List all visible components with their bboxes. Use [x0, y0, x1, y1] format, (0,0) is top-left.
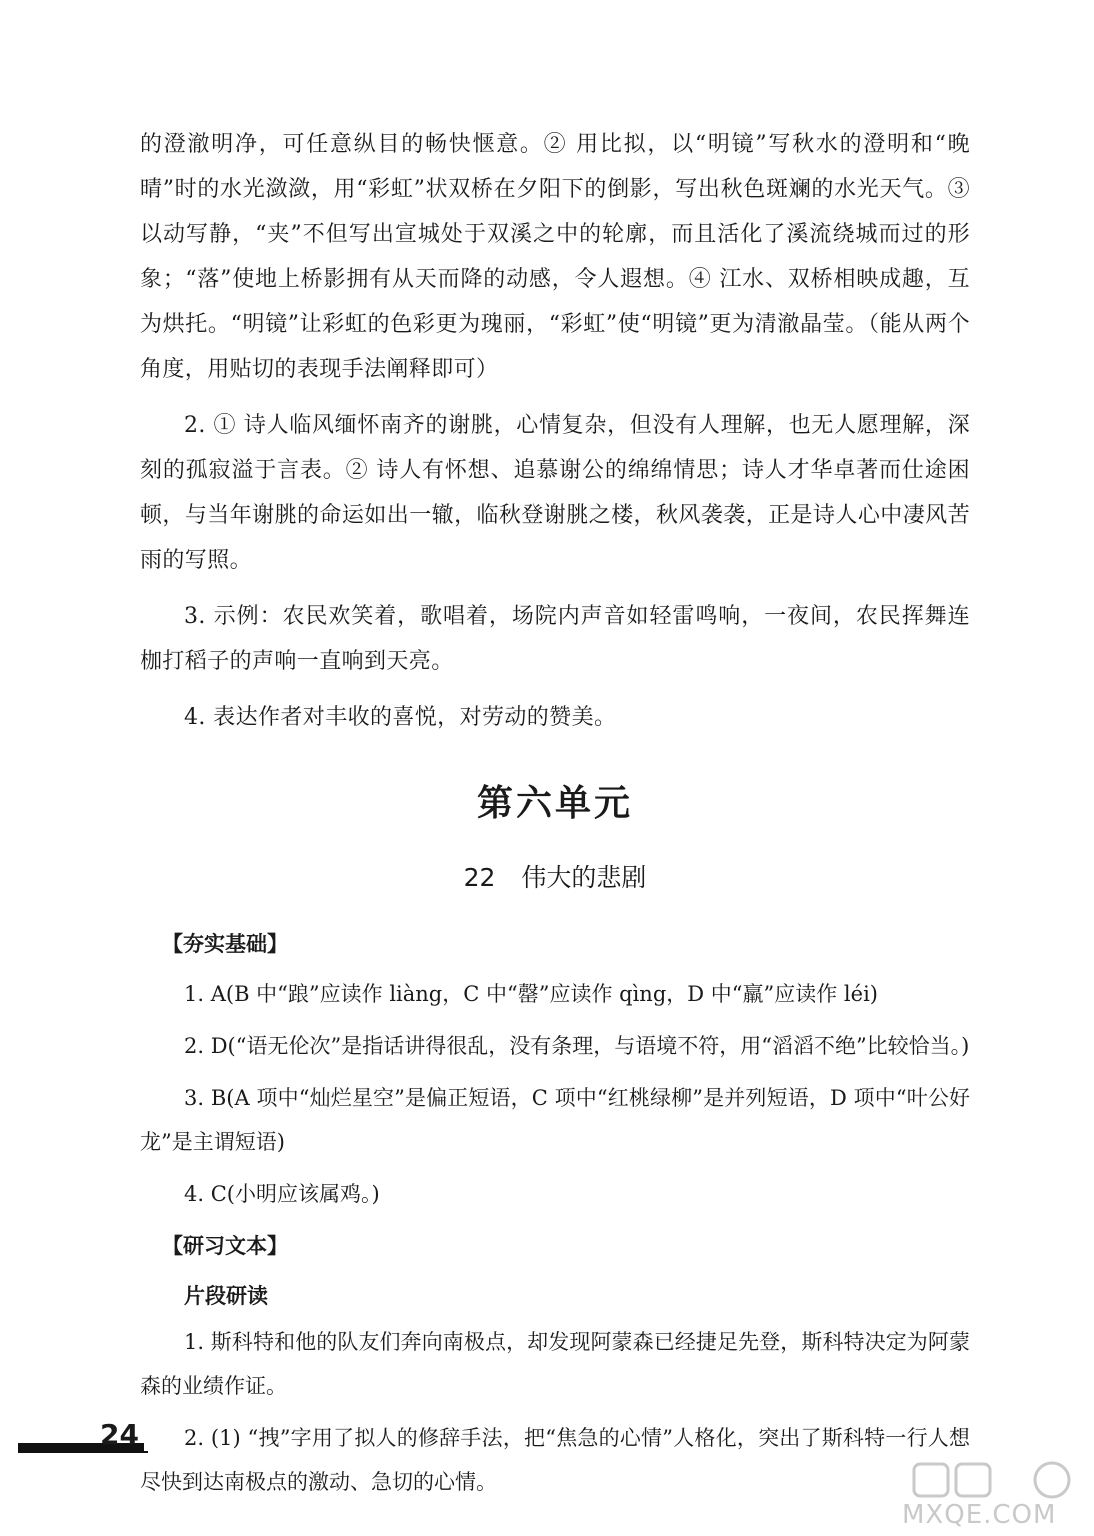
study-item-2: 2. (1) “拽”字用了拟人的修辞手法，把“焦急的心情”人格化，突出了斯科特一行人想尽快到达南极点的激动、急切的心情。	[140, 1426, 970, 1494]
watermark	[902, 1460, 1092, 1534]
section-heading-study: 【研习文本】	[162, 1234, 288, 1258]
page-content	[140, 122, 970, 1512]
lesson-name: 伟大的悲剧	[521, 863, 647, 892]
basics-item-3: 3. B(A 项中“灿烂星空”是偏正短语，C 项中“红桃绿柳”是并列短语，D 项中“叶公好龙”是主谓短语)	[140, 1086, 970, 1154]
section-heading-basics: 【夯实基础】	[162, 932, 288, 956]
basics-item-1: 1. A(B 中“踉”应读作 liàng，C 中“罄”应读作 qìng，D 中“羸”应读作 léi)	[184, 982, 878, 1006]
page-number: 24	[100, 1418, 139, 1451]
answer-paragraph-3: 3. 示例：农民欢笑着，歌唱着，场院内声音如轻雷鸣响，一夜间，农民挥舞连枷打稻子的声响一直响到天亮。	[140, 604, 970, 674]
answer-paragraph-4: 4. 表达作者对丰收的喜悦，对劳动的赞美。	[184, 705, 617, 730]
subheading-passage-study: 片段研读	[184, 1284, 268, 1308]
footer-rule	[96, 1451, 148, 1453]
basics-item-2: 2. D(“语无伦次”是指话讲得很乱，没有条理，与语境不符，用“滔滔不绝”比较恰当。)	[184, 1034, 970, 1058]
watermark-logo-icon	[912, 1460, 1082, 1500]
watermark-text: MXQE.COM	[902, 1500, 1057, 1530]
answer-paragraph-1: 的澄澈明净，可任意纵目的畅快惬意。② 用比拟，以“明镜”写秋水的澄明和“晚晴”时的水光潋潋，用“彩虹”状双桥在夕阳下的倒影，写出秋色斑斓的水光天气。③ 以动写静，“夹”不但写出宣城处于双溪之中的轮廓，而且活化了溪流绕城而过的形象；“落”使地上桥影拥有从天而降的动感，令人遐想。④ 江水、双桥相映成趣，互为烘托。“明镜”让彩虹的色彩更为瑰丽，“彩虹”使“明镜”更为清澈晶莹。（能从两个角度，用贴切的表现手法阐释即可）	[140, 132, 970, 382]
study-item-1: 1. 斯科特和他的队友们奔向南极点，却发现阿蒙森已经捷足先登，斯科特决定为阿蒙森的业绩作证。	[140, 1330, 970, 1398]
lesson-number: 22	[463, 863, 496, 892]
lesson-title	[140, 858, 970, 894]
answer-paragraph-2: 2. ① 诗人临风缅怀南齐的谢朓，心情复杂，但没有人理解，也无人愿理解，深刻的孤寂溢于言表。② 诗人有怀想、追慕谢公的绵绵情思；诗人才华卓著而仕途困顿，与当年谢朓的命运如出一辙，临秋登谢朓之楼，秋风袭袭，正是诗人心中凄风苦雨的写照。	[140, 413, 970, 573]
basics-item-4: 4. C(小明应该属鸡。)	[184, 1182, 380, 1206]
unit-title: 第六单元	[476, 783, 633, 824]
